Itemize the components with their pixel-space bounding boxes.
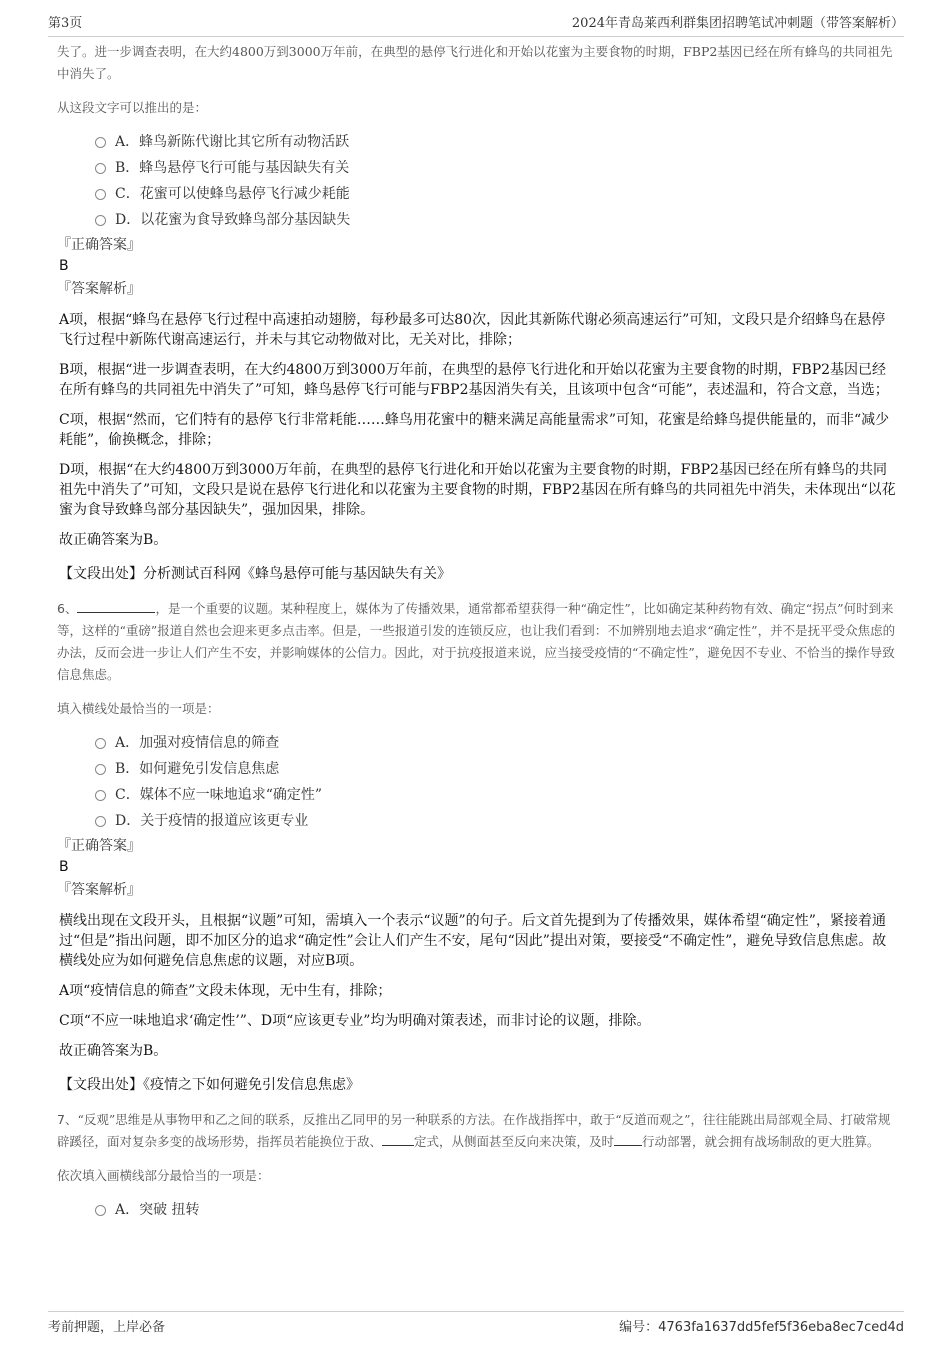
option-a[interactable]: [95, 1197, 897, 1223]
option-label: C．媒体不应一味地追求“确定性”: [115, 787, 323, 803]
question-5: [57, 41, 897, 584]
correct-answer: B: [59, 258, 69, 274]
question-7-body-2: 定式，从侧面甚至反向来决策，及时: [414, 1134, 615, 1149]
question-number: 7、: [57, 1112, 78, 1127]
option-a[interactable]: [95, 129, 897, 155]
analysis-heading: 『答案解析』: [57, 882, 141, 898]
passage-source: 【文段出处】《疫情之下如何避免引发信息焦虑》: [59, 1077, 360, 1093]
analysis-paragraph: 横线出现在文段开头，且根据“议题”可知，需填入一个表示“议题”的句子。后文首先提到为了传播效果，媒体希望“确定性”，紧接着通过“但是”指出问题，即不加区分的追求“确定性”会让人们产生不安，尾句“因此”提出对策，要接受“不确定性”，避免导致信息焦虑。故横线处应为如何避免信息焦虑的议题，对应B项。: [59, 913, 887, 969]
page-content: [57, 41, 897, 1223]
question-7-body-1: “反观”思维是从事物甲和乙之间的联系，反推出乙同甲的另一种联系的方法。在作战指挥中，敢于“反道而观之”，往往能跳出局部观全局、打破常规辟蹊径，面对复杂多变的战场形势，指挥员若能换位于敌、: [57, 1112, 891, 1149]
fill-blank: [614, 1145, 642, 1146]
option-label: A．突破 扭转: [115, 1202, 200, 1218]
radio-icon[interactable]: [95, 189, 106, 200]
option-label: B．如何避免引发信息焦虑: [115, 761, 280, 777]
code-label: 编号：: [619, 1320, 659, 1335]
question-7-text: [57, 1109, 897, 1153]
question-5-text: 失了。进一步调查表明，在大约4800万到3000万年前，在典型的悬停飞行进化和开始以花蜜为主要食物的时期，FBP2基因已经在所有蜂鸟的共同祖先中消失了。: [57, 44, 893, 81]
option-label: D．关于疫情的报道应该更专业: [115, 813, 309, 829]
option-label: A．蜂鸟新陈代谢比其它所有动物活跃: [115, 134, 350, 150]
radio-icon[interactable]: [95, 816, 106, 827]
document-title: 2024年青岛莱西利群集团招聘笔试冲刺题（带答案解析）: [571, 16, 904, 31]
question-6-text: [57, 598, 897, 686]
question-6: [57, 598, 897, 1095]
answer-analysis: [57, 911, 897, 1061]
page-header: [48, 12, 904, 37]
analysis-paragraph: C项，根据“然而，它们特有的悬停飞行非常耗能……蜂鸟用花蜜中的糖来满足高能量需求”可知，花蜜是给蜂鸟提供能量的，而非“减少耗能”，偷换概念，排除；: [59, 412, 890, 448]
question-7-options: [95, 1197, 897, 1223]
option-c[interactable]: [95, 181, 897, 207]
analysis-conclusion: 故正确答案为B。: [59, 1043, 168, 1059]
fill-blank: [77, 612, 155, 613]
option-a[interactable]: [95, 730, 897, 756]
code-value: 4763fa1637dd5fef5f36eba8ec7ced4d: [658, 1320, 904, 1335]
analysis-paragraph: C项“不应一味地追求‘确定性’”、D项“应该更专业”均为明确对策表述，而非讨论的议题，排除。: [59, 1013, 651, 1029]
question-6-prompt: 填入横线处最恰当的一项是：: [57, 701, 220, 716]
analysis-paragraph: A项“疫情信息的筛查”文段未体现，无中生有，排除；: [59, 983, 392, 999]
option-label: A．加强对疫情信息的筛查: [115, 735, 280, 751]
radio-icon[interactable]: [95, 738, 106, 749]
page-footer: [48, 1311, 904, 1336]
question-6-options: [95, 730, 897, 834]
question-7-prompt: 依次填入画横线部分最恰当的一项是：: [57, 1168, 270, 1183]
option-c[interactable]: [95, 782, 897, 808]
question-6-body: ，是一个重要的议题。某种程度上，媒体为了传播效果，通常都希望获得一种“确定性”，比如确定某种药物有效、确定“拐点”何时到来等，这样的“重磅”报道自然也会迎来更多点击率。但是，一些报道引发的连锁反应，也让我们看到：不加辨别地去追求“确定性”，并不是抚平受众焦虑的办法，反而会进一步让人们产生不安，并影响媒体的公信力。因此，对于抗疫报道来说，应当接受疫情的“不确定性”，避免因不专业、不恰当的操作导致信息焦虑。: [57, 601, 896, 682]
radio-icon[interactable]: [95, 790, 106, 801]
fill-blank: [382, 1145, 414, 1146]
question-number: 6、: [57, 601, 78, 616]
answer-analysis: [57, 310, 897, 550]
footer-slogan: 考前押题，上岸必备: [48, 1320, 166, 1335]
question-5-options: [95, 129, 897, 233]
option-b[interactable]: [95, 155, 897, 181]
option-d[interactable]: [95, 808, 897, 834]
analysis-paragraph: B项，根据“进一步调查表明，在大约4800万到3000万年前，在典型的悬停飞行进化和开始以花蜜为主要食物的时期，FBP2基因已经在所有蜂鸟的共同祖先中消失了”可知，蜂鸟悬停飞行可能与FBP2基因消失有关，且该项中包含“可能”，表述温和，符合文意，当选；: [59, 362, 889, 398]
analysis-conclusion: 故正确答案为B。: [59, 532, 168, 548]
correct-answer: B: [59, 859, 69, 875]
question-7: [57, 1109, 897, 1223]
answer-heading: 『正确答案』: [57, 237, 141, 253]
question-5-prompt: 从这段文字可以推出的是：: [57, 100, 208, 115]
answer-heading: 『正确答案』: [57, 838, 141, 854]
document-code: [619, 1316, 904, 1335]
radio-icon[interactable]: [95, 215, 106, 226]
passage-source: 【文段出处】分析测试百科网《蜂鸟悬停可能与基因缺失有关》: [59, 566, 451, 582]
radio-icon[interactable]: [95, 163, 106, 174]
option-b[interactable]: [95, 756, 897, 782]
radio-icon[interactable]: [95, 764, 106, 775]
analysis-paragraph: A项，根据“蜂鸟在悬停飞行过程中高速拍动翅膀，每秒最多可达80次，因此其新陈代谢必须高速运行”可知，文段只是介绍蜂鸟在悬停飞行过程中新陈代谢高速运行，并未与其它动物做对比，无关对比，排除；: [59, 312, 886, 348]
analysis-paragraph: D项，根据“在大约4800万到3000万年前，在典型的悬停飞行进化和开始以花蜜为主要食物的时期，FBP2基因已经在所有蜂鸟的共同祖先中消失了”可知，文段只是说在悬停飞行进化和以花蜜为主要食物的时期，FBP2基因在所有蜂鸟的共同祖先中消失，未体现出“以花蜜为食导致蜂鸟部分基因缺失”，强加因果，排除。: [59, 462, 896, 518]
question-7-body-3: 行动部署，就会拥有战场制敌的更大胜算。: [642, 1134, 880, 1149]
option-d[interactable]: [95, 207, 897, 233]
option-label: B．蜂鸟悬停飞行可能与基因缺失有关: [115, 160, 350, 176]
radio-icon[interactable]: [95, 137, 106, 148]
radio-icon[interactable]: [95, 1205, 106, 1216]
analysis-heading: 『答案解析』: [57, 281, 141, 297]
option-label: D．以花蜜为食导致蜂鸟部分基因缺失: [115, 212, 351, 228]
page-number: 第3页: [48, 16, 83, 31]
option-label: C．花蜜可以使蜂鸟悬停飞行减少耗能: [115, 186, 350, 202]
